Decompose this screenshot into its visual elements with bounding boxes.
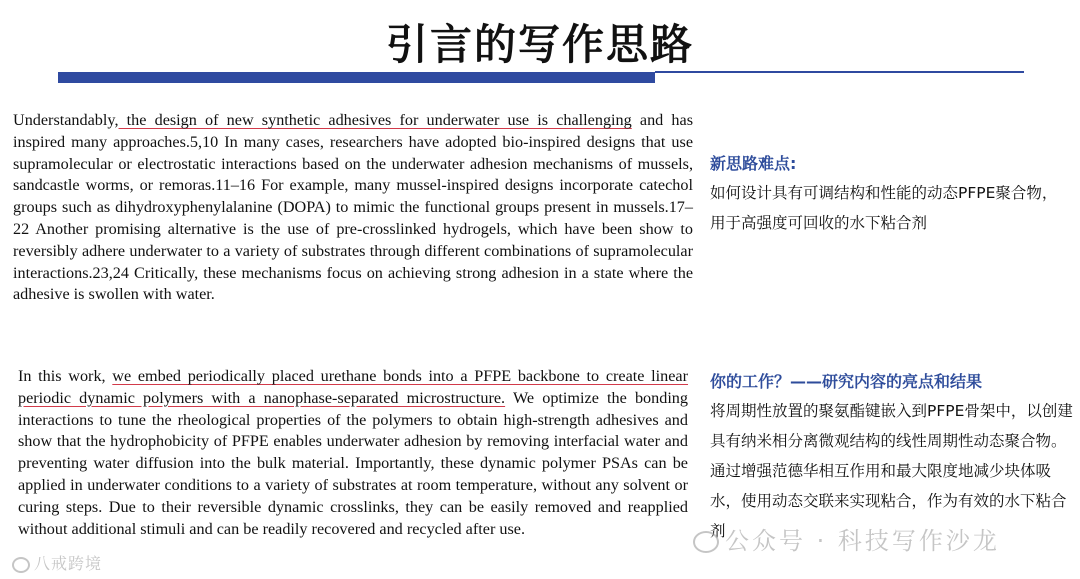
- title-divider-bar: [58, 72, 655, 83]
- note-heading-work: 你的工作？——研究内容的亮点和结果: [710, 372, 983, 391]
- watermark-source: [12, 551, 102, 574]
- intro-text-pre: Understandably,: [13, 111, 119, 129]
- intro-underlined-text: the design of new synthetic adhesives for underwater use is challenging: [118, 111, 632, 129]
- work-text-post: We optimize the bonding interactions to tune the rheological properties of the polymers to obtain high-strength adhesives and show that the hydrophobicity of PFPE enables underwater adhesion by removing interfacial water and preventing water diffusion into the bulk material. Importantly, these dynamic polymer PSAs can be applied in underwater conditions to a variety of substrates at room temperature, without any solvent or curing steps. Due to their reversible dynamic crosslinks, they can be easily removed and reapplied without additional stimuli and can be readily recovered and recycled after use.: [18, 388, 688, 538]
- wechat-icon: [693, 531, 719, 553]
- work-underlined-text: we embed periodically placed urethane bonds into a PFPE backbone to create linear periodic dynamic polymers with a nanophase-separated microstructure.: [18, 367, 689, 407]
- note-text-work: 将周期性放置的聚氨酯键嵌入到PFPE骨架中，以创建具有纳米相分离微观结构的线性周期性动态聚合物。通过增强范德华相互作用和最大限度地减少块体吸水，使用动态交联来实现粘合，作为有效的水下粘合剂: [710, 402, 1073, 540]
- intro-paragraph: [13, 110, 693, 306]
- watermark-left-text: 八戒跨境: [34, 554, 103, 573]
- work-paragraph: [18, 366, 688, 540]
- note-heading-difficulty: 新思路难点:: [710, 154, 797, 173]
- page-title: 引言的写作思路: [385, 20, 694, 69]
- watermark-wechat: [693, 521, 1000, 556]
- watermark-right-text: 公众号 · 科技写作沙龙: [725, 527, 1000, 555]
- intro-text-post: and has inspired many approaches.5,10 In many cases, researchers have adopted bio-inspired designs that use supramolecular or electrostatic interactions based on the underwater adhesion mechanisms of mussels, sandcastle worms, or remoras.11–16 For example, many mussel-inspired designs incorporate catechol groups such as dihydroxyphenylalanine (DOPA) to mimic the functional groups present in mussels.17–22 Another promising alternative is the use of pre-crosslinked hydrogels, which have been show to reversibly adhere underwater to a variety of substrates through different combinations of supramolecular interactions.23,24 Critically, these mechanisms focus on achieving strong adhesion in a state where the adhesive is swollen with water.: [13, 111, 694, 304]
- note-text-difficulty: 如何设计具有可调结构和性能的动态PFPE聚合物，用于高强度可回收的水下粘合剂: [710, 184, 1058, 232]
- work-text-pre: In this work,: [18, 367, 113, 385]
- logo-icon: [12, 557, 30, 573]
- title-divider-line: [655, 71, 1024, 73]
